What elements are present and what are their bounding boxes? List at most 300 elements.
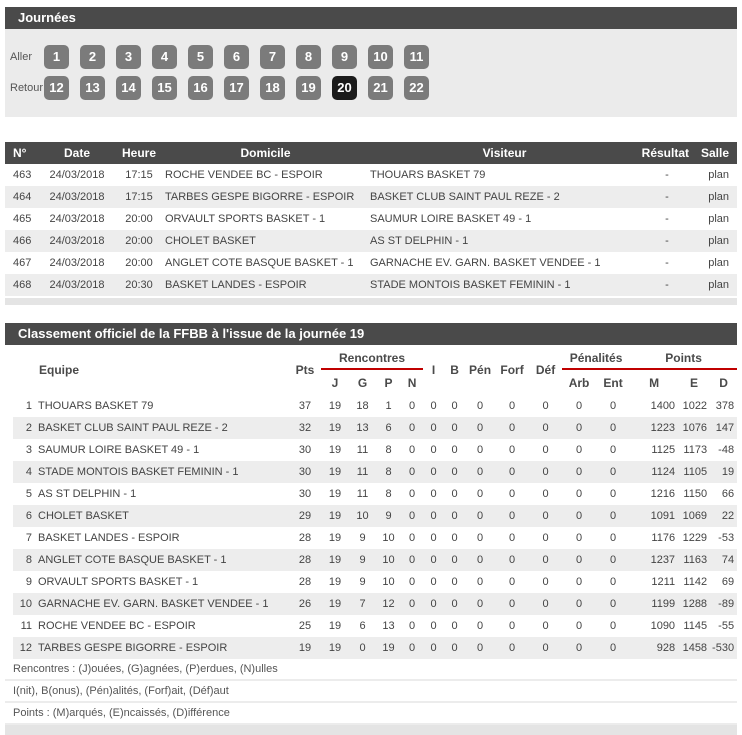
match-cell-res: - bbox=[641, 274, 693, 296]
stat-cell: 1090 bbox=[630, 615, 678, 637]
stat-cell: 13 bbox=[376, 615, 401, 637]
match-cell-res: - bbox=[641, 164, 693, 186]
rank-cell: 4 bbox=[13, 461, 35, 483]
stat-cell: 0 bbox=[596, 505, 630, 527]
col-m: M bbox=[630, 369, 678, 395]
col-ent: Ent bbox=[596, 369, 630, 395]
stat-cell: -530 bbox=[710, 637, 737, 659]
standings-header bbox=[5, 323, 737, 345]
day-button-16[interactable]: 16 bbox=[188, 76, 213, 100]
stat-cell: 19 bbox=[321, 417, 349, 439]
stat-cell: 0 bbox=[562, 461, 596, 483]
standings-row bbox=[13, 395, 737, 417]
stat-cell: 0 bbox=[529, 483, 562, 505]
match-cell-res: - bbox=[641, 186, 693, 208]
col-forf: Forf bbox=[495, 345, 529, 395]
legend-line: Rencontres : (J)ouées, (G)agnées, (P)erdues, (N)ulles bbox=[5, 659, 737, 681]
match-cell-res: - bbox=[641, 252, 693, 274]
stat-cell: 0 bbox=[401, 527, 423, 549]
match-cell-heure: 20:00 bbox=[115, 252, 163, 274]
team-cell: BASKET CLUB SAINT PAUL REZE - 2 bbox=[35, 417, 289, 439]
stat-cell: 8 bbox=[376, 461, 401, 483]
stat-cell: 0 bbox=[529, 461, 562, 483]
col-e: E bbox=[678, 369, 710, 395]
stat-cell: 66 bbox=[710, 483, 737, 505]
day-button-14[interactable]: 14 bbox=[116, 76, 141, 100]
stat-cell: 19 bbox=[289, 637, 321, 659]
day-button-20[interactable]: 20 bbox=[332, 76, 357, 100]
team-cell: THOUARS BASKET 79 bbox=[35, 395, 289, 417]
stat-cell: 1199 bbox=[630, 593, 678, 615]
stat-cell: 0 bbox=[596, 417, 630, 439]
stat-cell: 0 bbox=[401, 615, 423, 637]
stat-cell: 0 bbox=[495, 593, 529, 615]
stat-cell: 25 bbox=[289, 615, 321, 637]
stat-cell: 0 bbox=[562, 637, 596, 659]
stat-cell: 19 bbox=[321, 483, 349, 505]
stat-cell: 19 bbox=[321, 527, 349, 549]
schedule-section bbox=[5, 142, 737, 305]
stat-cell: 0 bbox=[444, 483, 465, 505]
stat-cell: 147 bbox=[710, 417, 737, 439]
rank-cell: 10 bbox=[13, 593, 35, 615]
match-cell-heure: 17:15 bbox=[115, 186, 163, 208]
stat-cell: 11 bbox=[349, 483, 376, 505]
day-button-1[interactable]: 1 bbox=[44, 45, 69, 69]
stat-cell: 1069 bbox=[678, 505, 710, 527]
col-n: N bbox=[401, 369, 423, 395]
standings-row bbox=[13, 461, 737, 483]
stat-cell: 0 bbox=[423, 593, 444, 615]
stat-cell: 0 bbox=[596, 527, 630, 549]
journees-header bbox=[5, 7, 737, 29]
stat-cell: 378 bbox=[710, 395, 737, 417]
stat-cell: 0 bbox=[465, 395, 495, 417]
day-button-3[interactable]: 3 bbox=[116, 45, 141, 69]
stat-cell: 0 bbox=[444, 637, 465, 659]
match-cell-vis: THOUARS BASKET 79 bbox=[368, 164, 641, 186]
stat-cell: 1125 bbox=[630, 439, 678, 461]
stat-cell: -55 bbox=[710, 615, 737, 637]
stat-cell: 0 bbox=[529, 593, 562, 615]
stat-cell: 0 bbox=[423, 505, 444, 527]
stat-cell: 0 bbox=[401, 417, 423, 439]
standings-row bbox=[13, 615, 737, 637]
match-cell-num: 465 bbox=[5, 208, 39, 230]
journees-body bbox=[5, 29, 737, 117]
schedule-body bbox=[5, 164, 737, 296]
stat-cell: 0 bbox=[465, 483, 495, 505]
stat-cell: 0 bbox=[423, 417, 444, 439]
retour-days bbox=[44, 76, 440, 100]
standings-section bbox=[5, 323, 737, 735]
stat-cell: 1211 bbox=[630, 571, 678, 593]
col-group-rencontres: Rencontres bbox=[321, 345, 423, 369]
match-cell-heure: 17:15 bbox=[115, 164, 163, 186]
standings-row bbox=[13, 527, 737, 549]
stat-cell: 10 bbox=[376, 527, 401, 549]
match-cell-dom: BASKET LANDES - ESPOIR bbox=[163, 274, 368, 296]
stat-cell: 0 bbox=[401, 439, 423, 461]
stat-cell: 0 bbox=[596, 593, 630, 615]
col-equipe: Equipe bbox=[13, 345, 289, 395]
standings-row bbox=[13, 417, 737, 439]
stat-cell: 0 bbox=[465, 461, 495, 483]
stat-cell: 0 bbox=[596, 439, 630, 461]
stat-cell: 0 bbox=[562, 483, 596, 505]
match-cell-dom: TARBES GESPE BIGORRE - ESPOIR bbox=[163, 186, 368, 208]
stat-cell: 1163 bbox=[678, 549, 710, 571]
match-cell-heure: 20:00 bbox=[115, 230, 163, 252]
match-row bbox=[5, 252, 737, 274]
day-button-18[interactable]: 18 bbox=[260, 76, 285, 100]
match-cell-date: 24/03/2018 bbox=[39, 274, 115, 296]
spacer bbox=[0, 305, 742, 323]
stat-cell: 0 bbox=[423, 483, 444, 505]
team-cell: AS ST DELPHIN - 1 bbox=[35, 483, 289, 505]
stat-cell: 0 bbox=[495, 637, 529, 659]
retour-label: Retour bbox=[10, 82, 44, 94]
stat-cell: 1176 bbox=[630, 527, 678, 549]
col-heure: Heure bbox=[115, 142, 163, 164]
rank-cell: 6 bbox=[13, 505, 35, 527]
team-cell: ROCHE VENDEE BC - ESPOIR bbox=[35, 615, 289, 637]
stat-cell: 1076 bbox=[678, 417, 710, 439]
stat-cell: 0 bbox=[529, 505, 562, 527]
stat-cell: 0 bbox=[596, 483, 630, 505]
stat-cell: 18 bbox=[349, 395, 376, 417]
col-def: Déf bbox=[529, 345, 562, 395]
rank-cell: 9 bbox=[13, 571, 35, 593]
day-button-9[interactable]: 9 bbox=[332, 45, 357, 69]
stat-cell: 928 bbox=[630, 637, 678, 659]
stat-cell: 12 bbox=[376, 593, 401, 615]
col-pen: Pén bbox=[465, 345, 495, 395]
day-button-15[interactable]: 15 bbox=[152, 76, 177, 100]
stat-cell: 0 bbox=[465, 571, 495, 593]
stat-cell: 22 bbox=[710, 505, 737, 527]
stat-cell: 0 bbox=[495, 395, 529, 417]
stat-cell: 9 bbox=[349, 571, 376, 593]
stat-cell: 19 bbox=[321, 549, 349, 571]
stat-cell: 0 bbox=[562, 439, 596, 461]
match-cell-salle[interactable]: plan bbox=[693, 274, 737, 296]
stat-cell: 0 bbox=[495, 615, 529, 637]
match-cell-dom: ORVAULT SPORTS BASKET - 1 bbox=[163, 208, 368, 230]
stat-cell: 0 bbox=[444, 571, 465, 593]
stat-cell: 11 bbox=[349, 439, 376, 461]
stat-cell: 0 bbox=[562, 593, 596, 615]
stat-cell: 28 bbox=[289, 527, 321, 549]
stat-cell: -89 bbox=[710, 593, 737, 615]
stat-cell: 1 bbox=[376, 395, 401, 417]
stat-cell: 0 bbox=[562, 417, 596, 439]
stat-cell: 0 bbox=[529, 549, 562, 571]
match-cell-vis: BASKET CLUB SAINT PAUL REZE - 2 bbox=[368, 186, 641, 208]
stat-cell: 1237 bbox=[630, 549, 678, 571]
match-cell-vis: GARNACHE EV. GARN. BASKET VENDEE - 1 bbox=[368, 252, 641, 274]
day-button-17[interactable]: 17 bbox=[224, 76, 249, 100]
rank-cell: 12 bbox=[13, 637, 35, 659]
standings-row bbox=[13, 593, 737, 615]
stat-cell: 19 bbox=[376, 637, 401, 659]
match-cell-date: 24/03/2018 bbox=[39, 208, 115, 230]
stat-cell: 0 bbox=[562, 395, 596, 417]
stat-cell: 69 bbox=[710, 571, 737, 593]
stat-cell: 1124 bbox=[630, 461, 678, 483]
schedule-header-row bbox=[5, 142, 737, 164]
stat-cell: 0 bbox=[444, 593, 465, 615]
match-cell-dom: ANGLET COTE BASQUE BASKET - 1 bbox=[163, 252, 368, 274]
stat-cell: 1229 bbox=[678, 527, 710, 549]
match-cell-date: 24/03/2018 bbox=[39, 164, 115, 186]
match-cell-res: - bbox=[641, 208, 693, 230]
stat-cell: 19 bbox=[321, 461, 349, 483]
stat-cell: 1150 bbox=[678, 483, 710, 505]
rank-cell: 1 bbox=[13, 395, 35, 417]
stat-cell: 0 bbox=[596, 549, 630, 571]
stat-cell: 8 bbox=[376, 439, 401, 461]
journees-panel bbox=[5, 7, 737, 117]
stat-cell: 0 bbox=[465, 439, 495, 461]
standings-row bbox=[13, 571, 737, 593]
team-cell: SAUMUR LOIRE BASKET 49 - 1 bbox=[35, 439, 289, 461]
day-button-6[interactable]: 6 bbox=[224, 45, 249, 69]
standings-row bbox=[13, 483, 737, 505]
stat-cell: 0 bbox=[401, 593, 423, 615]
retour-row bbox=[10, 76, 737, 100]
stat-cell: 0 bbox=[562, 549, 596, 571]
stat-cell: 11 bbox=[349, 461, 376, 483]
stat-cell: 0 bbox=[423, 637, 444, 659]
rank-cell: 11 bbox=[13, 615, 35, 637]
stat-cell: 8 bbox=[376, 483, 401, 505]
day-button-21[interactable]: 21 bbox=[368, 76, 393, 100]
day-button-4[interactable]: 4 bbox=[152, 45, 177, 69]
spacer bbox=[0, 117, 742, 142]
rank-cell: 8 bbox=[13, 549, 35, 571]
col-b: B bbox=[444, 345, 465, 395]
stat-cell: 32 bbox=[289, 417, 321, 439]
schedule-table bbox=[5, 142, 737, 296]
stat-cell: 0 bbox=[401, 483, 423, 505]
stat-cell: 0 bbox=[596, 637, 630, 659]
stat-cell: 0 bbox=[465, 417, 495, 439]
stat-cell: 30 bbox=[289, 439, 321, 461]
standings-body bbox=[13, 395, 737, 659]
stat-cell: 0 bbox=[562, 571, 596, 593]
day-button-12[interactable]: 12 bbox=[44, 76, 69, 100]
col-j: J bbox=[321, 369, 349, 395]
rank-cell: 7 bbox=[13, 527, 35, 549]
col-pts: Pts bbox=[289, 345, 321, 395]
stat-cell: 0 bbox=[495, 571, 529, 593]
standings-row bbox=[13, 505, 737, 527]
stat-cell: 0 bbox=[495, 461, 529, 483]
col-d: D bbox=[710, 369, 737, 395]
stat-cell: 1216 bbox=[630, 483, 678, 505]
stat-cell: -48 bbox=[710, 439, 737, 461]
stat-cell: 0 bbox=[444, 439, 465, 461]
day-button-8[interactable]: 8 bbox=[296, 45, 321, 69]
stat-cell: 19 bbox=[321, 637, 349, 659]
stat-cell: 30 bbox=[289, 461, 321, 483]
match-cell-salle[interactable]: plan bbox=[693, 252, 737, 274]
team-cell: ANGLET COTE BASQUE BASKET - 1 bbox=[35, 549, 289, 571]
col-g: G bbox=[349, 369, 376, 395]
stat-cell: 30 bbox=[289, 483, 321, 505]
col-i: I bbox=[423, 345, 444, 395]
stat-cell: 0 bbox=[529, 637, 562, 659]
stat-cell: 0 bbox=[465, 593, 495, 615]
match-cell-num: 466 bbox=[5, 230, 39, 252]
match-cell-dom: ROCHE VENDEE BC - ESPOIR bbox=[163, 164, 368, 186]
stat-cell: 26 bbox=[289, 593, 321, 615]
stat-cell: 0 bbox=[401, 637, 423, 659]
stat-cell: 10 bbox=[349, 505, 376, 527]
stat-cell: 0 bbox=[529, 615, 562, 637]
day-button-22[interactable]: 22 bbox=[404, 76, 429, 100]
stat-cell: 0 bbox=[423, 527, 444, 549]
match-cell-date: 24/03/2018 bbox=[39, 230, 115, 252]
stat-cell: 19 bbox=[321, 505, 349, 527]
standings-title: Classement officiel de la FFBB à l'issue de la journée 19 bbox=[18, 326, 365, 341]
match-cell-heure: 20:00 bbox=[115, 208, 163, 230]
match-cell-salle[interactable]: plan bbox=[693, 164, 737, 186]
stat-cell: 0 bbox=[423, 549, 444, 571]
match-cell-salle[interactable]: plan bbox=[693, 230, 737, 252]
stat-cell: 0 bbox=[444, 505, 465, 527]
stat-cell: 0 bbox=[529, 571, 562, 593]
schedule-footer-strip bbox=[5, 298, 737, 305]
stat-cell: 0 bbox=[529, 439, 562, 461]
stat-cell: 0 bbox=[401, 461, 423, 483]
stat-cell: 1091 bbox=[630, 505, 678, 527]
day-button-2[interactable]: 2 bbox=[80, 45, 105, 69]
stat-cell: 0 bbox=[529, 527, 562, 549]
rank-cell: 2 bbox=[13, 417, 35, 439]
stat-cell: 28 bbox=[289, 571, 321, 593]
stat-cell: 9 bbox=[376, 505, 401, 527]
stat-cell: 13 bbox=[349, 417, 376, 439]
match-cell-num: 467 bbox=[5, 252, 39, 274]
team-cell: GARNACHE EV. GARN. BASKET VENDEE - 1 bbox=[35, 593, 289, 615]
day-button-5[interactable]: 5 bbox=[188, 45, 213, 69]
team-cell: STADE MONTOIS BASKET FEMININ - 1 bbox=[35, 461, 289, 483]
stat-cell: 7 bbox=[349, 593, 376, 615]
stat-cell: 19 bbox=[710, 461, 737, 483]
match-cell-vis: SAUMUR LOIRE BASKET 49 - 1 bbox=[368, 208, 641, 230]
stat-cell: 0 bbox=[401, 395, 423, 417]
stat-cell: 37 bbox=[289, 395, 321, 417]
standings-legend bbox=[5, 659, 737, 725]
match-cell-date: 24/03/2018 bbox=[39, 252, 115, 274]
stat-cell: 6 bbox=[376, 417, 401, 439]
aller-label: Aller bbox=[10, 51, 33, 63]
stat-cell: 0 bbox=[465, 527, 495, 549]
aller-row bbox=[10, 45, 737, 69]
match-cell-vis: STADE MONTOIS BASKET FEMININ - 1 bbox=[368, 274, 641, 296]
rank-cell: 3 bbox=[13, 439, 35, 461]
col-group-points: Points bbox=[630, 345, 737, 369]
journees-title: Journées bbox=[18, 10, 76, 25]
col-domicile: Domicile bbox=[163, 142, 368, 164]
col-group-penalites: Pénalités bbox=[562, 345, 630, 369]
match-row bbox=[5, 230, 737, 252]
standings-row bbox=[13, 439, 737, 461]
day-button-11[interactable]: 11 bbox=[404, 45, 429, 69]
match-cell-dom: CHOLET BASKET bbox=[163, 230, 368, 252]
match-row bbox=[5, 164, 737, 186]
stat-cell: 19 bbox=[321, 571, 349, 593]
stat-cell: 0 bbox=[495, 483, 529, 505]
stat-cell: 0 bbox=[596, 461, 630, 483]
stat-cell: 0 bbox=[596, 615, 630, 637]
match-cell-heure: 20:30 bbox=[115, 274, 163, 296]
match-cell-vis: AS ST DELPHIN - 1 bbox=[368, 230, 641, 252]
day-button-13[interactable]: 13 bbox=[80, 76, 105, 100]
stat-cell: 0 bbox=[401, 571, 423, 593]
day-button-19[interactable]: 19 bbox=[296, 76, 321, 100]
stat-cell: 0 bbox=[465, 549, 495, 571]
stat-cell: 0 bbox=[495, 417, 529, 439]
stat-cell: 0 bbox=[423, 571, 444, 593]
standings-row bbox=[13, 637, 737, 659]
team-cell: ORVAULT SPORTS BASKET - 1 bbox=[35, 571, 289, 593]
stat-cell: 0 bbox=[465, 505, 495, 527]
stat-cell: 0 bbox=[495, 527, 529, 549]
match-cell-num: 464 bbox=[5, 186, 39, 208]
stat-cell: 9 bbox=[349, 549, 376, 571]
stat-cell: 0 bbox=[444, 461, 465, 483]
stat-cell: 0 bbox=[401, 549, 423, 571]
stat-cell: 0 bbox=[401, 505, 423, 527]
day-button-7[interactable]: 7 bbox=[260, 45, 285, 69]
team-cell: TARBES GESPE BIGORRE - ESPOIR bbox=[35, 637, 289, 659]
stat-cell: 1458 bbox=[678, 637, 710, 659]
day-button-10[interactable]: 10 bbox=[368, 45, 393, 69]
match-cell-salle[interactable]: plan bbox=[693, 208, 737, 230]
stat-cell: 0 bbox=[444, 395, 465, 417]
stat-cell: 1400 bbox=[630, 395, 678, 417]
stat-cell: 0 bbox=[423, 461, 444, 483]
stat-cell: 1145 bbox=[678, 615, 710, 637]
stat-cell: 0 bbox=[465, 637, 495, 659]
stat-cell: 0 bbox=[444, 549, 465, 571]
match-row bbox=[5, 208, 737, 230]
stat-cell: 0 bbox=[529, 417, 562, 439]
stat-cell: 28 bbox=[289, 549, 321, 571]
stat-cell: 1142 bbox=[678, 571, 710, 593]
stat-cell: 0 bbox=[495, 549, 529, 571]
standings-row bbox=[13, 549, 737, 571]
match-cell-salle[interactable]: plan bbox=[693, 186, 737, 208]
stat-cell: 19 bbox=[321, 395, 349, 417]
col-num: N° bbox=[5, 142, 39, 164]
col-visiteur: Visiteur bbox=[368, 142, 641, 164]
stat-cell: 0 bbox=[423, 439, 444, 461]
stat-cell: 19 bbox=[321, 615, 349, 637]
match-row bbox=[5, 274, 737, 296]
legend-line: Points : (M)arqués, (E)ncaissés, (D)ifférence bbox=[5, 703, 737, 725]
team-cell: BASKET LANDES - ESPOIR bbox=[35, 527, 289, 549]
stat-cell: 74 bbox=[710, 549, 737, 571]
stat-cell: 0 bbox=[596, 571, 630, 593]
team-cell: CHOLET BASKET bbox=[35, 505, 289, 527]
stat-cell: 29 bbox=[289, 505, 321, 527]
col-p: P bbox=[376, 369, 401, 395]
stat-cell: 0 bbox=[349, 637, 376, 659]
